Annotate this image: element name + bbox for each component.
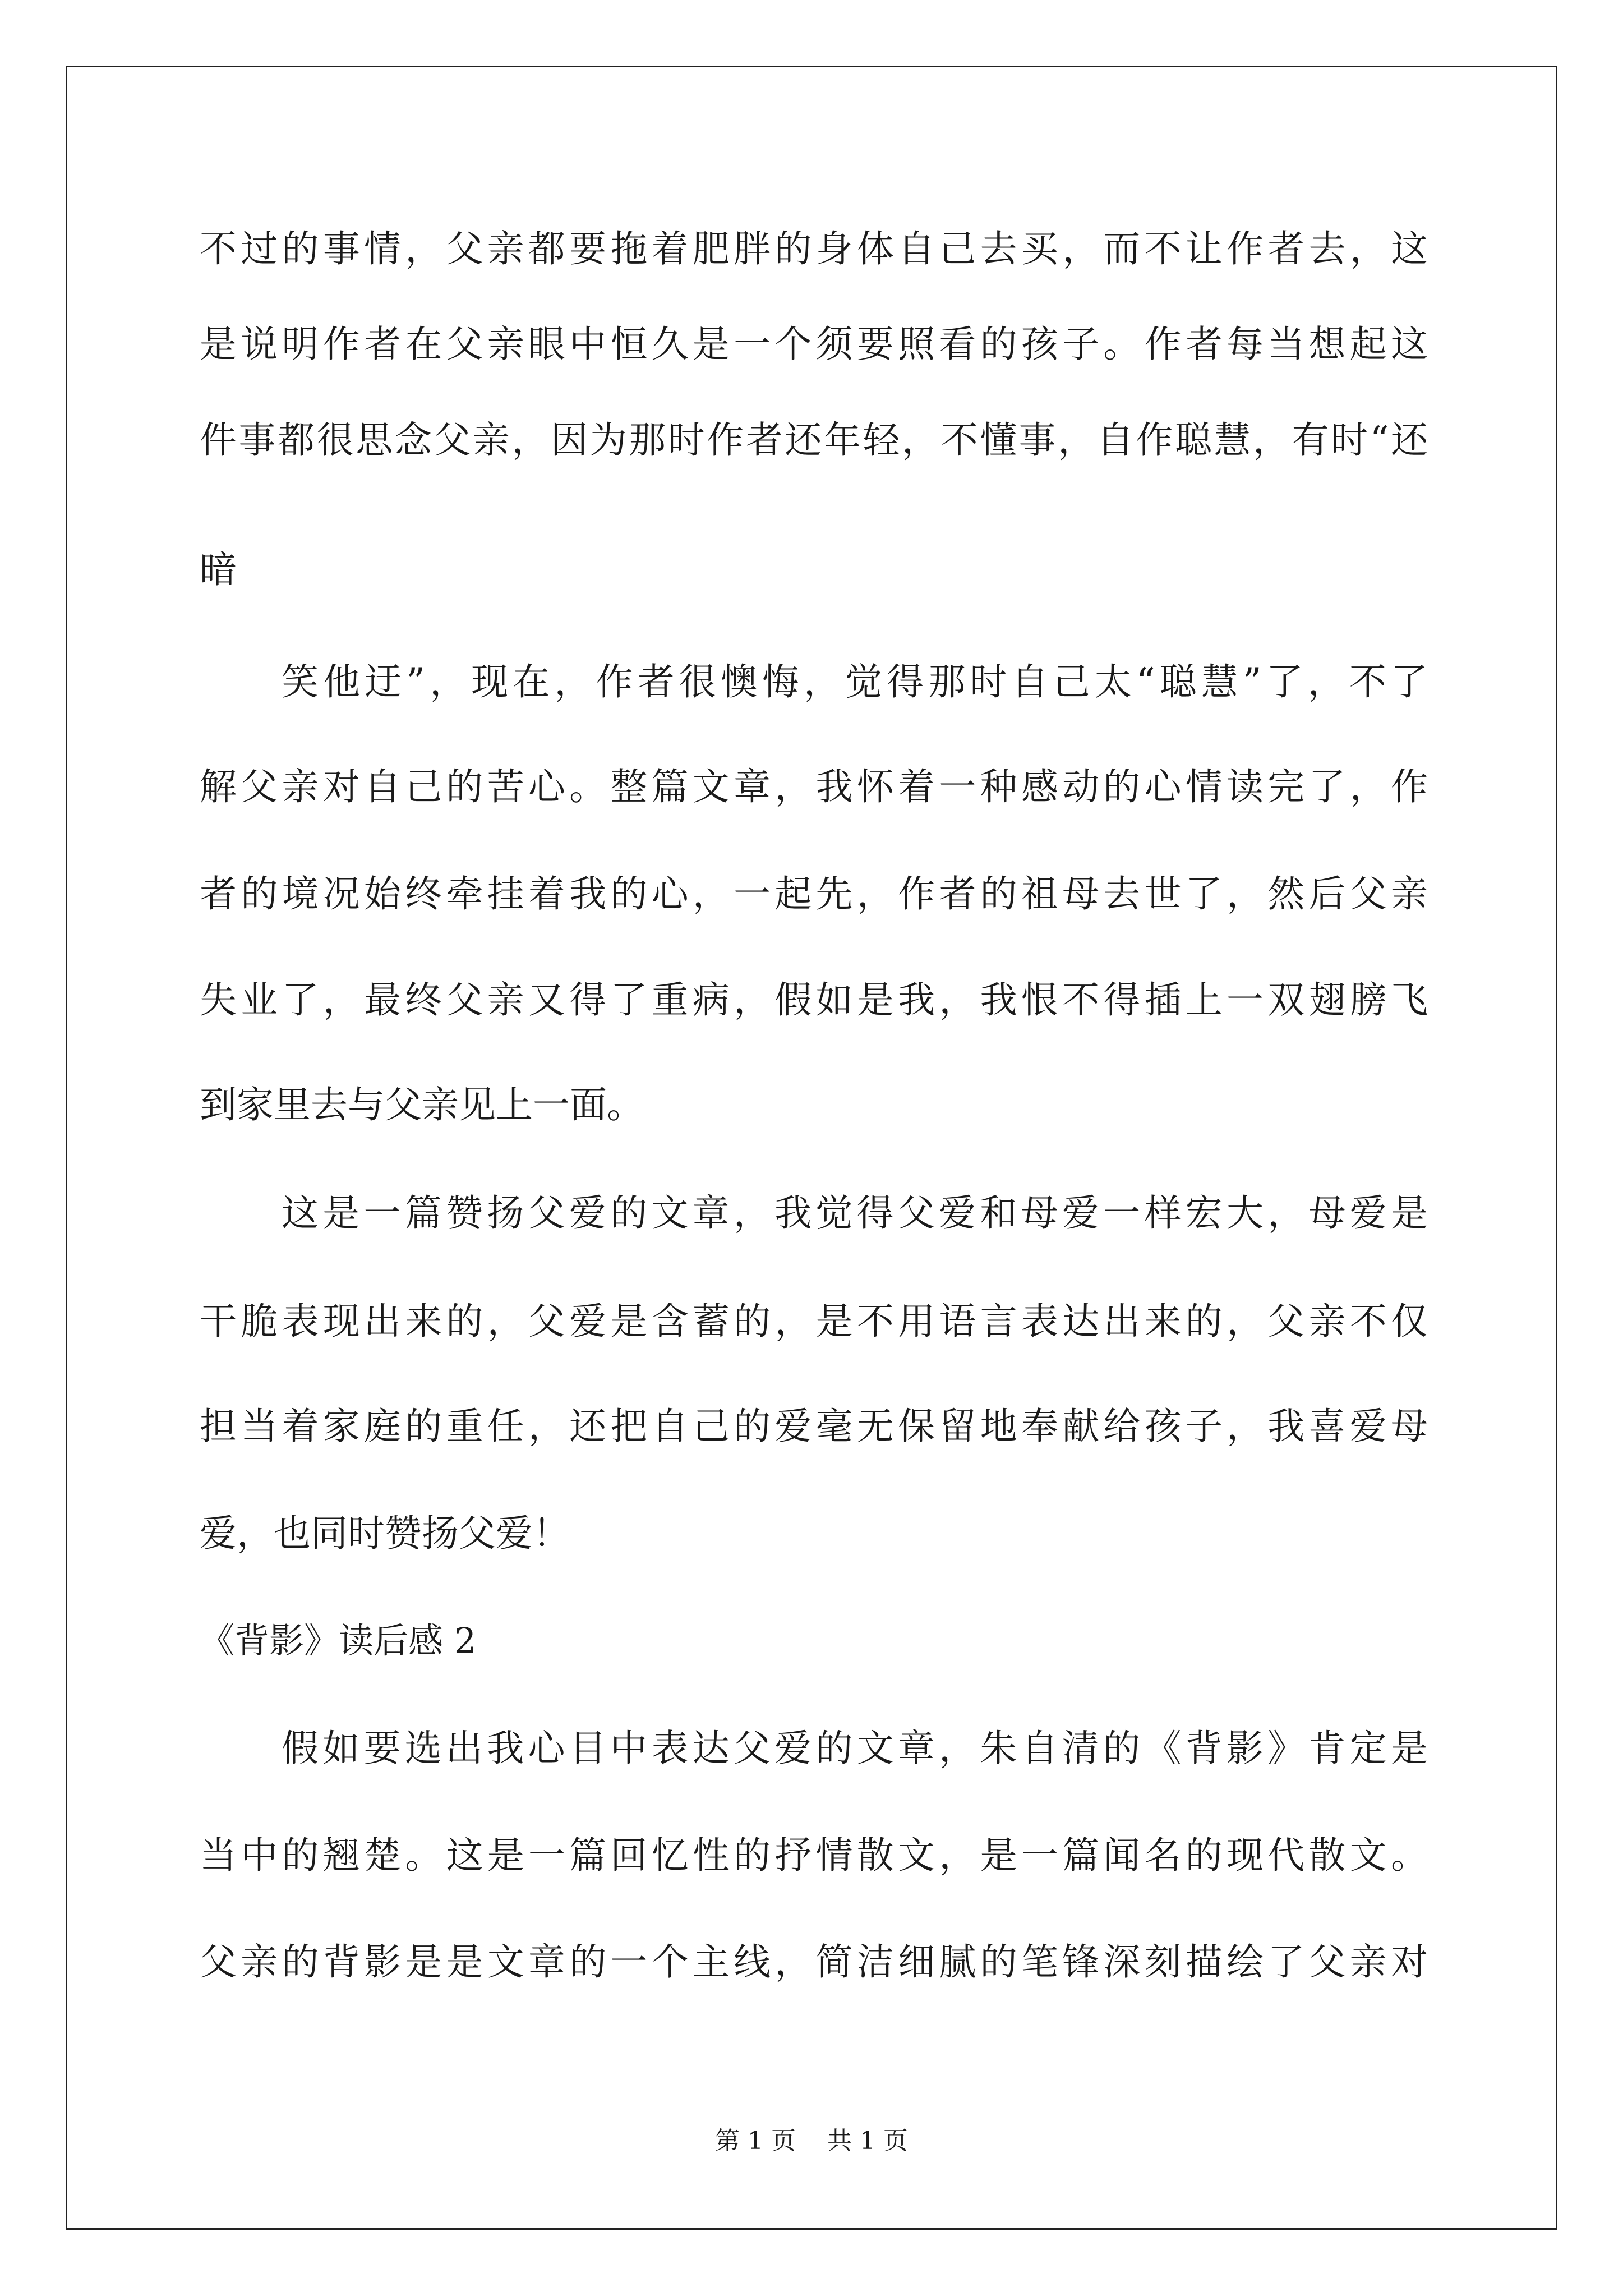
text-line: 到家里去与父亲见上一面。 xyxy=(200,1083,644,1126)
page-footer: 第 1 页 共 1 页 xyxy=(715,2127,908,2155)
text-line: 件事都很思念父亲，因为那时作者还年轻，不懂事，自作聪慧，有时“还 xyxy=(200,418,1428,462)
text-line: 这是一篇赞扬父爱的文章，我觉得父爱和母爱一样宏大，母爱是 xyxy=(282,1191,1428,1235)
text-line: 担当着家庭的重任，还把自己的爱毫无保留地奉献给孩子，我喜爱母 xyxy=(200,1405,1428,1448)
text-line: 干脆表现出来的，父爱是含蓄的，是不用语言表达出来的，父亲不仅 xyxy=(200,1300,1428,1343)
text-line: 父亲的背影是是文章的一个主线，简洁细腻的笔锋深刻描绘了父亲对 xyxy=(200,1940,1428,1984)
text-line: 者的境况始终牵挂着我的心，一起先，作者的祖母去世了，然后父亲 xyxy=(200,872,1428,915)
text-line: 爱，也同时赞扬父爱！ xyxy=(200,1512,570,1555)
page-border xyxy=(66,66,1557,2230)
section-heading: 《背影》读后感 2 xyxy=(200,1620,477,1661)
text-line: 解父亲对自己的苦心。整篇文章，我怀着一种感动的心情读完了，作 xyxy=(200,765,1428,808)
text-line: 笑他迂”，现在，作者很懊悔，觉得那时自己太“聪慧”了，不了 xyxy=(282,660,1428,703)
text-line: 假如要选出我心目中表达父爱的文章，朱自清的《背影》肯定是 xyxy=(282,1727,1428,1770)
text-line: 当中的翘楚。这是一篇回忆性的抒情散文，是一篇闻名的现代散文。 xyxy=(200,1834,1428,1877)
text-line: 不过的事情，父亲都要拖着肥胖的身体自己去买，而不让作者去，这 xyxy=(200,227,1428,270)
text-line: 是说明作者在父亲眼中恒久是一个须要照看的孩子。作者每当想起这 xyxy=(200,323,1428,366)
text-line: 失业了，最终父亲又得了重病，假如是我，我恨不得插上一双翅膀飞 xyxy=(200,978,1428,1022)
text-line: 暗 xyxy=(200,548,237,591)
